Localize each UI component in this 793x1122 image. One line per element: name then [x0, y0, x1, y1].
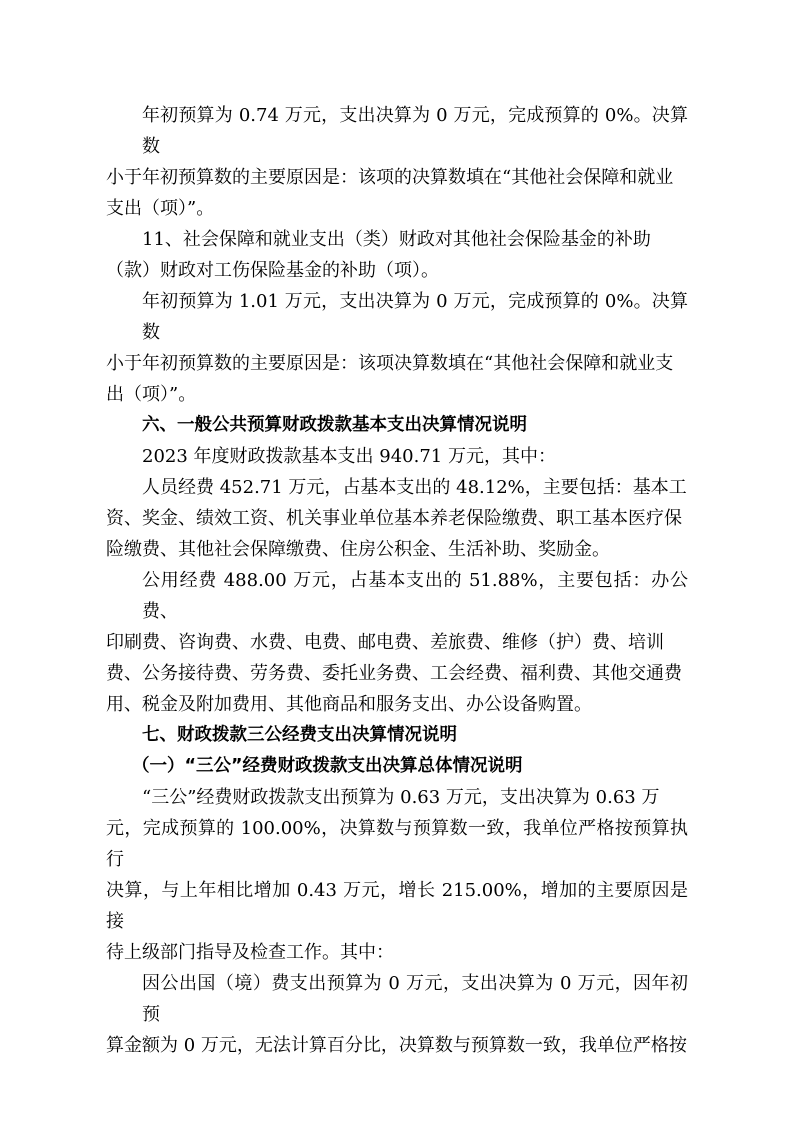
text-line: 待上级部门指导及检查工作。其中：: [106, 942, 394, 963]
paragraph-overseas-travel: [106, 968, 688, 1061]
text-line: 小于年初预算数的主要原因是：该项决算数填在“其他社会保障和就业支: [106, 353, 674, 374]
text-line: 算金额为 0 万元，无法计算百分比，决算数与预算数一致，我单位严格按: [106, 1035, 687, 1056]
text-line: （款）财政对工伤保险基金的补助（项）。: [106, 260, 439, 281]
paragraph-public-expenses: [106, 565, 688, 720]
text-line: 2023 年度财政拨款基本支出 940.71 万元，其中：: [142, 446, 556, 467]
document-page: [106, 100, 688, 1061]
section-heading-6: 六、一般公共预算财政拨款基本支出决算情况说明: [142, 415, 527, 435]
text-line: “三公”经费财政拨款支出预算为 0.63 万元，支出决算为 0.63 万: [142, 787, 660, 808]
text-line: 费、公务接待费、劳务费、委托业务费、工会经费、福利费、其他交通费: [106, 663, 682, 684]
text-line: 小于年初预算数的主要原因是：该项的决算数填在“其他社会保障和就业: [106, 167, 674, 188]
text-line: 印刷费、咨询费、水费、电费、邮电费、差旅费、维修（护）费、培训: [106, 632, 664, 653]
paragraph-budget-item-11-detail: [106, 286, 688, 410]
text-line: 年初预算为 1.01 万元，支出决算为 0 万元，完成预算的 0%。决算数: [142, 291, 688, 343]
text-line: 决算，与上年相比增加 0.43 万元，增长 215.00%，增加的主要原因是接: [106, 880, 688, 932]
paragraph-budget-item-10-detail: [106, 100, 688, 224]
paragraph-basic-expenditure-total: [106, 441, 688, 472]
text-line: 出（项）”。: [106, 384, 197, 405]
paragraph-item-11-title: [106, 224, 688, 286]
text-line: 支出（项）”。: [106, 198, 215, 219]
text-line: 年初预算为 0.74 万元，支出决算为 0 万元，完成预算的 0%。决算数: [142, 105, 688, 157]
subsection-heading-7-1: （一）“三公”经费财政拨款支出决算总体情况说明: [132, 756, 523, 776]
text-line: 资、奖金、绩效工资、机关事业单位基本养老保险缴费、职工基本医疗保: [106, 508, 682, 529]
text-line: 元，完成预算的 100.00%，决算数与预算数一致，我单位严格按预算执行: [106, 818, 688, 870]
text-line: 公用经费 488.00 万元，占基本支出的 51.88%，主要包括：办公费、: [142, 570, 688, 622]
text-line: 险缴费、其他社会保障缴费、住房公积金、生活补助、奖励金。: [106, 539, 610, 560]
text-line: 11、社会保障和就业支出（类）财政对其他社会保险基金的补助: [142, 229, 651, 250]
text-line: 用、税金及附加费用、其他商品和服务支出、办公设备购置。: [106, 694, 592, 715]
section-heading-7: 七、财政拨款三公经费支出决算情况说明: [142, 725, 457, 745]
paragraph-three-public-overview: [106, 782, 688, 968]
paragraph-personnel-expenses: [106, 472, 688, 565]
text-line: 人员经费 452.71 万元，占基本支出的 48.12%，主要包括：基本工: [142, 477, 687, 498]
text-line: 因公出国（境）费支出预算为 0 万元，支出决算为 0 万元，因年初预: [142, 973, 688, 1025]
